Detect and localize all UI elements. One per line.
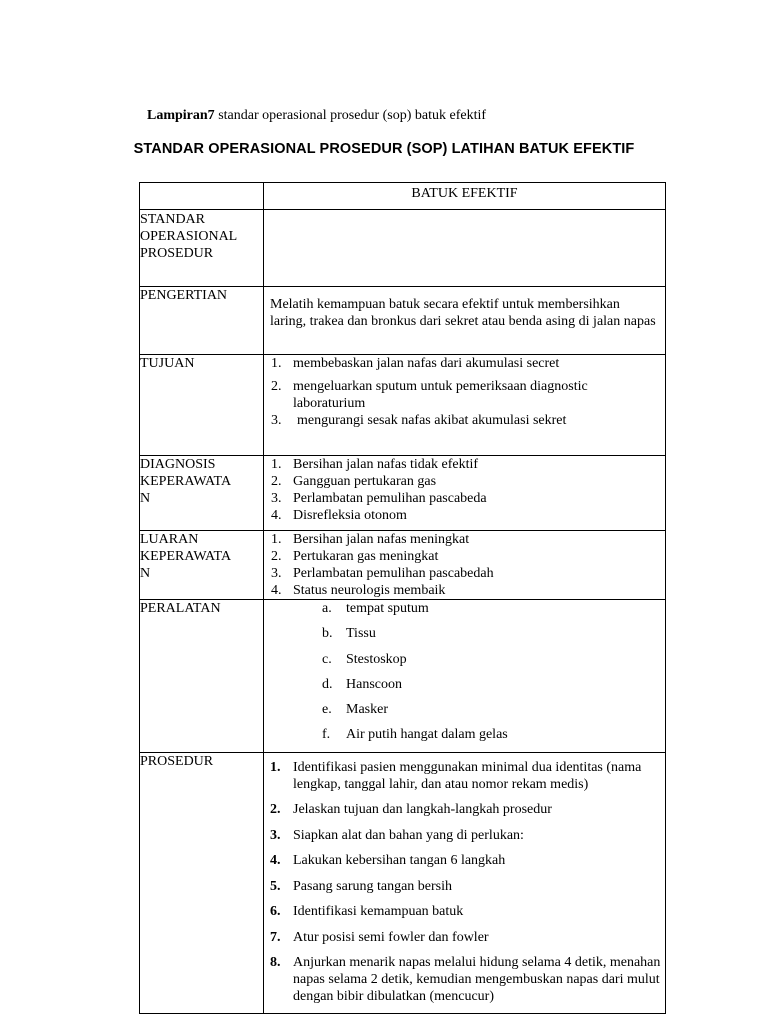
- item-text: Disrefleksia otonom: [293, 508, 407, 523]
- list-item: [271, 490, 659, 507]
- list-item: [271, 412, 659, 429]
- item-text: Pasang sarung tangan bersih: [293, 878, 453, 894]
- list-item: [270, 852, 661, 869]
- list-item: [321, 726, 665, 751]
- item-number: 5.: [270, 878, 281, 894]
- list-item: [271, 531, 659, 548]
- item-text: mengeluarkan sputum untuk pemeriksaan diagnostic laboraturium: [293, 379, 588, 411]
- item-number: 6.: [270, 904, 281, 920]
- list-item: [270, 929, 661, 946]
- item-number: 8.: [270, 955, 281, 971]
- item-text: Jelaskan tujuan dan langkah-langkah prosedur: [293, 802, 552, 818]
- item-number: 2.: [271, 549, 282, 564]
- item-number: 3.: [271, 566, 282, 581]
- luaran-cell: [264, 531, 666, 600]
- caption-text: standar operasional prosedur (sop) batuk efektif: [214, 108, 487, 123]
- sop-label-line: PROSEDUR: [140, 246, 214, 261]
- item-letter: f.: [322, 727, 331, 743]
- item-text: Atur posisi semi fowler dan fowler: [293, 929, 489, 945]
- item-text: membebaskan jalan nafas dari akumulasi secret: [293, 356, 560, 371]
- diagnosis-label-line: KEPERAWATA: [140, 474, 232, 489]
- item-text: Hanscoon: [346, 676, 402, 692]
- table-row-title: [140, 183, 666, 210]
- peralatan-label: PERALATAN: [140, 600, 264, 753]
- table-row-peralatan: [140, 600, 666, 753]
- document-heading: STANDAR OPERASIONAL PROSEDUR (SOP) LATIHAN BATUK EFEKTIF: [133, 141, 635, 157]
- item-number: 1.: [270, 759, 281, 775]
- list-item: [270, 759, 661, 793]
- item-text: Perlambatan pemulihan pascabedah: [293, 566, 494, 581]
- item-text: Air putih hangat dalam gelas: [346, 727, 508, 743]
- table-row-prosedur: [140, 752, 666, 1013]
- item-text: Gangguan pertukaran gas: [293, 474, 437, 489]
- table-row-tujuan: [140, 355, 666, 456]
- item-text: Anjurkan menarik napas melalui hidung selama 4 detik, menahan napas selama 2 detik, kemudian mengembuskan napas dari mulut dengan bibir dibulatkan (mencucur): [293, 955, 661, 1005]
- sop-label: [140, 210, 264, 287]
- list-item: [321, 701, 665, 726]
- item-number: 2.: [271, 474, 282, 489]
- list-item: [270, 954, 661, 1005]
- diagnosis-label-line: N: [140, 491, 151, 506]
- luaran-list: [264, 531, 665, 599]
- luaran-label-line: N: [140, 566, 151, 581]
- item-text: Siapkan alat dan bahan yang di perlukan:: [293, 827, 524, 843]
- caption-bold: Lampiran7: [147, 108, 215, 123]
- list-item: [321, 676, 665, 701]
- item-text: Bersihan jalan nafas tidak efektif: [293, 457, 479, 472]
- list-item: [271, 378, 659, 412]
- item-text: Identifikasi pasien menggunakan minimal dua identitas (nama lengkap, tanggal lahir, dan atau nomor rekam medis): [293, 759, 642, 792]
- diagnosis-label-line: DIAGNOSIS: [140, 457, 216, 472]
- table-row-pengertian: [140, 287, 666, 355]
- item-letter: d.: [322, 676, 333, 692]
- prosedur-cell: [264, 752, 666, 1013]
- table-title: BATUK EFEKTIF: [264, 183, 666, 210]
- table-row-diagnosis: [140, 456, 666, 531]
- list-item: [271, 456, 659, 473]
- item-number: 3.: [270, 827, 281, 843]
- item-text: Tissu: [346, 626, 376, 642]
- item-text: tempat sputum: [346, 601, 429, 616]
- item-number: 1.: [271, 457, 282, 472]
- item-text: Status neurologis membaik: [293, 583, 446, 598]
- item-number: 1.: [271, 356, 282, 371]
- table-row-luaran: [140, 531, 666, 600]
- item-text: mengurangi sesak nafas akibat akumulasi sekret: [297, 413, 567, 428]
- list-item: [271, 582, 659, 599]
- item-letter: a.: [322, 601, 332, 616]
- item-number: 4.: [270, 853, 281, 869]
- prosedur-list: [264, 759, 665, 1006]
- list-item: [271, 473, 659, 490]
- list-item: [271, 548, 659, 565]
- sop-table: [139, 182, 666, 1014]
- tujuan-label: TUJUAN: [140, 355, 264, 456]
- item-letter: c.: [322, 651, 332, 667]
- peralatan-cell: [264, 600, 666, 753]
- list-item: [321, 600, 665, 625]
- luaran-label-line: KEPERAWATA: [140, 549, 232, 564]
- item-number: 4.: [271, 508, 282, 523]
- item-text: Stestoskop: [346, 651, 407, 667]
- document-caption: [147, 108, 486, 124]
- diagnosis-list: [264, 456, 665, 524]
- diagnosis-label: [140, 456, 264, 531]
- list-item: [271, 507, 659, 524]
- sop-value-empty: [264, 210, 666, 287]
- item-text: Lakukan kebersihan tangan 6 langkah: [293, 853, 506, 869]
- peralatan-list: [264, 600, 665, 752]
- sop-label-line: OPERASIONAL: [140, 229, 238, 244]
- item-number: 4.: [271, 583, 282, 598]
- tujuan-cell: [264, 355, 666, 456]
- list-item: [270, 878, 661, 895]
- item-text: Identifikasi kemampuan batuk: [293, 904, 464, 920]
- list-item: [271, 565, 659, 582]
- list-item: [270, 827, 661, 844]
- item-text: Bersihan jalan nafas meningkat: [293, 532, 470, 547]
- sop-label-line: STANDAR: [140, 212, 205, 227]
- item-number: 3.: [271, 491, 282, 506]
- pengertian-text: Melatih kemampuan batuk secara efektif untuk membersihkan laring, trakea dan bronkus dari sekret atau benda asing di jalan napas: [264, 287, 666, 355]
- tujuan-list: [264, 355, 665, 429]
- item-number: 2.: [270, 802, 281, 818]
- item-text: Masker: [346, 702, 388, 718]
- diagnosis-cell: [264, 456, 666, 531]
- item-number: 3.: [271, 413, 282, 428]
- pengertian-label: PENGERTIAN: [140, 287, 264, 355]
- list-item: [271, 355, 659, 372]
- table-row-sop: [140, 210, 666, 287]
- item-text: Pertukaran gas meningkat: [293, 549, 439, 564]
- list-item: [270, 903, 661, 920]
- luaran-label-line: LUARAN: [140, 532, 199, 547]
- item-number: 1.: [271, 532, 282, 547]
- prosedur-label: PROSEDUR: [140, 752, 264, 1013]
- item-letter: e.: [322, 702, 332, 718]
- list-item: [321, 625, 665, 650]
- luaran-label: [140, 531, 264, 600]
- item-text: Perlambatan pemulihan pascabeda: [293, 491, 487, 506]
- title-empty-cell: [140, 183, 264, 210]
- list-item: [270, 801, 661, 818]
- item-number: 2.: [271, 379, 282, 394]
- item-number: 7.: [270, 929, 281, 945]
- list-item: [321, 651, 665, 676]
- item-letter: b.: [322, 626, 333, 642]
